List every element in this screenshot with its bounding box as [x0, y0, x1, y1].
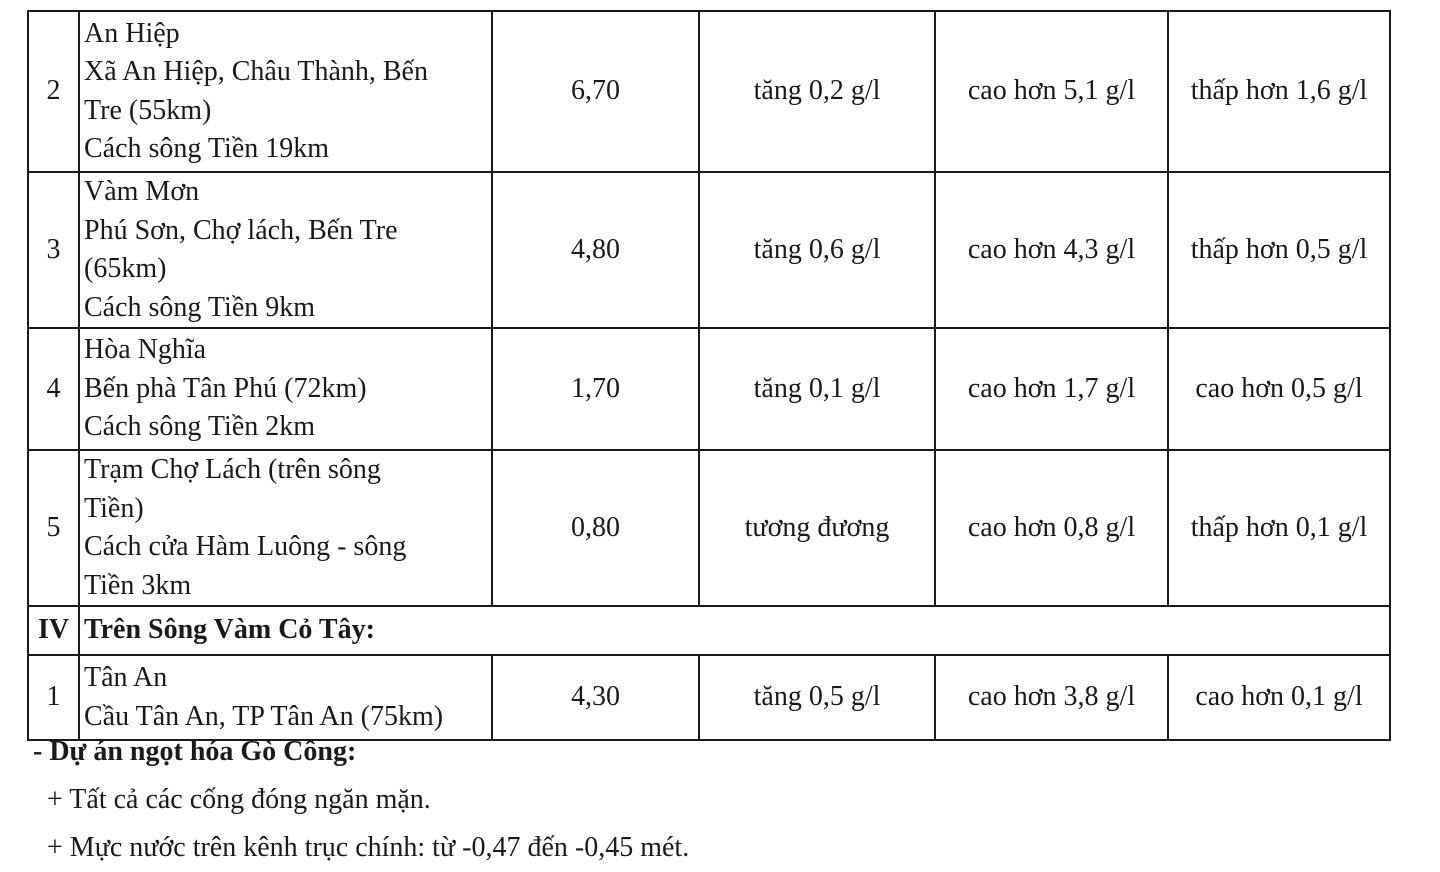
row-number: 3 [28, 172, 79, 328]
station-distance: Cách cửa Hàm Luông - sông [84, 531, 407, 562]
row-number: 1 [28, 655, 79, 740]
station-name: An Hiệp [84, 17, 180, 49]
station-distance: Cách sông Tiền 19km [84, 133, 330, 164]
salinity-value: 4,30 [492, 655, 699, 740]
station-location: Bến phà Tân Phú (72km) [84, 372, 367, 404]
row-number: 5 [28, 450, 79, 606]
section-title: Trên Sông Vàm Cỏ Tây: [79, 606, 1390, 655]
station-location: Cầu Tân An, TP Tân An (75km) [84, 700, 444, 732]
row-number: 4 [28, 328, 79, 450]
station-location: Tre (55km) [84, 94, 212, 126]
station-name: Vàm Mơn [84, 176, 200, 207]
section-number: IV [28, 606, 79, 655]
change-value: tăng 0,1 g/l [699, 328, 935, 450]
salinity-value: 6,70 [492, 11, 699, 172]
station-location: (65km) [84, 253, 167, 284]
comparison-1: cao hơn 0,8 g/l [935, 450, 1168, 606]
project-notes [33, 728, 689, 872]
notes-heading: - Dự án ngọt hóa Gò Công: [33, 736, 357, 767]
station-name: Hòa Nghĩa [84, 334, 207, 366]
station-distance: Cách sông Tiền 2km [84, 411, 316, 443]
change-value: tăng 0,6 g/l [699, 172, 935, 328]
station-cell [79, 450, 492, 606]
comparison-2: thấp hơn 1,6 g/l [1168, 11, 1390, 172]
salinity-table [27, 10, 1391, 741]
comparison-2: thấp hơn 0,5 g/l [1168, 172, 1390, 328]
station-name: Tiền) [84, 492, 144, 524]
change-value: tăng 0,5 g/l [699, 655, 935, 740]
salinity-value: 0,80 [492, 450, 699, 606]
station-distance: Cách sông Tiền 9km [84, 291, 316, 323]
comparison-1: cao hơn 1,7 g/l [935, 328, 1168, 450]
comparison-2: cao hơn 0,1 g/l [1168, 655, 1390, 740]
station-location: Phú Sơn, Chợ lách, Bến Tre [84, 214, 398, 246]
station-name: Trạm Chợ Lách (trên sông [84, 454, 381, 485]
section-header-row [28, 606, 1390, 655]
comparison-2: cao hơn 0,5 g/l [1168, 328, 1390, 450]
row-number: 2 [28, 11, 79, 172]
station-cell [79, 11, 492, 172]
change-value: tương đương [699, 450, 935, 606]
table-row [28, 328, 1390, 450]
change-value: tăng 0,2 g/l [699, 11, 935, 172]
station-cell [79, 328, 492, 450]
station-distance: Tiền 3km [84, 569, 192, 601]
table-row [28, 172, 1390, 328]
table-row [28, 11, 1390, 172]
salinity-value: 4,80 [492, 172, 699, 328]
notes-item: + Mực nước trên kênh trục chính: từ -0,47 đến -0,45 mét. [47, 832, 690, 863]
station-name: Tân An [84, 662, 168, 693]
table-row [28, 450, 1390, 606]
station-location: Xã An Hiệp, Châu Thành, Bến [84, 56, 428, 87]
comparison-1: cao hơn 3,8 g/l [935, 655, 1168, 740]
comparison-1: cao hơn 5,1 g/l [935, 11, 1168, 172]
salinity-value: 1,70 [492, 328, 699, 450]
comparison-2: thấp hơn 0,1 g/l [1168, 450, 1390, 606]
notes-item: + Tất cả các cống đóng ngăn mặn. [47, 784, 431, 815]
comparison-1: cao hơn 4,3 g/l [935, 172, 1168, 328]
station-cell [79, 172, 492, 328]
